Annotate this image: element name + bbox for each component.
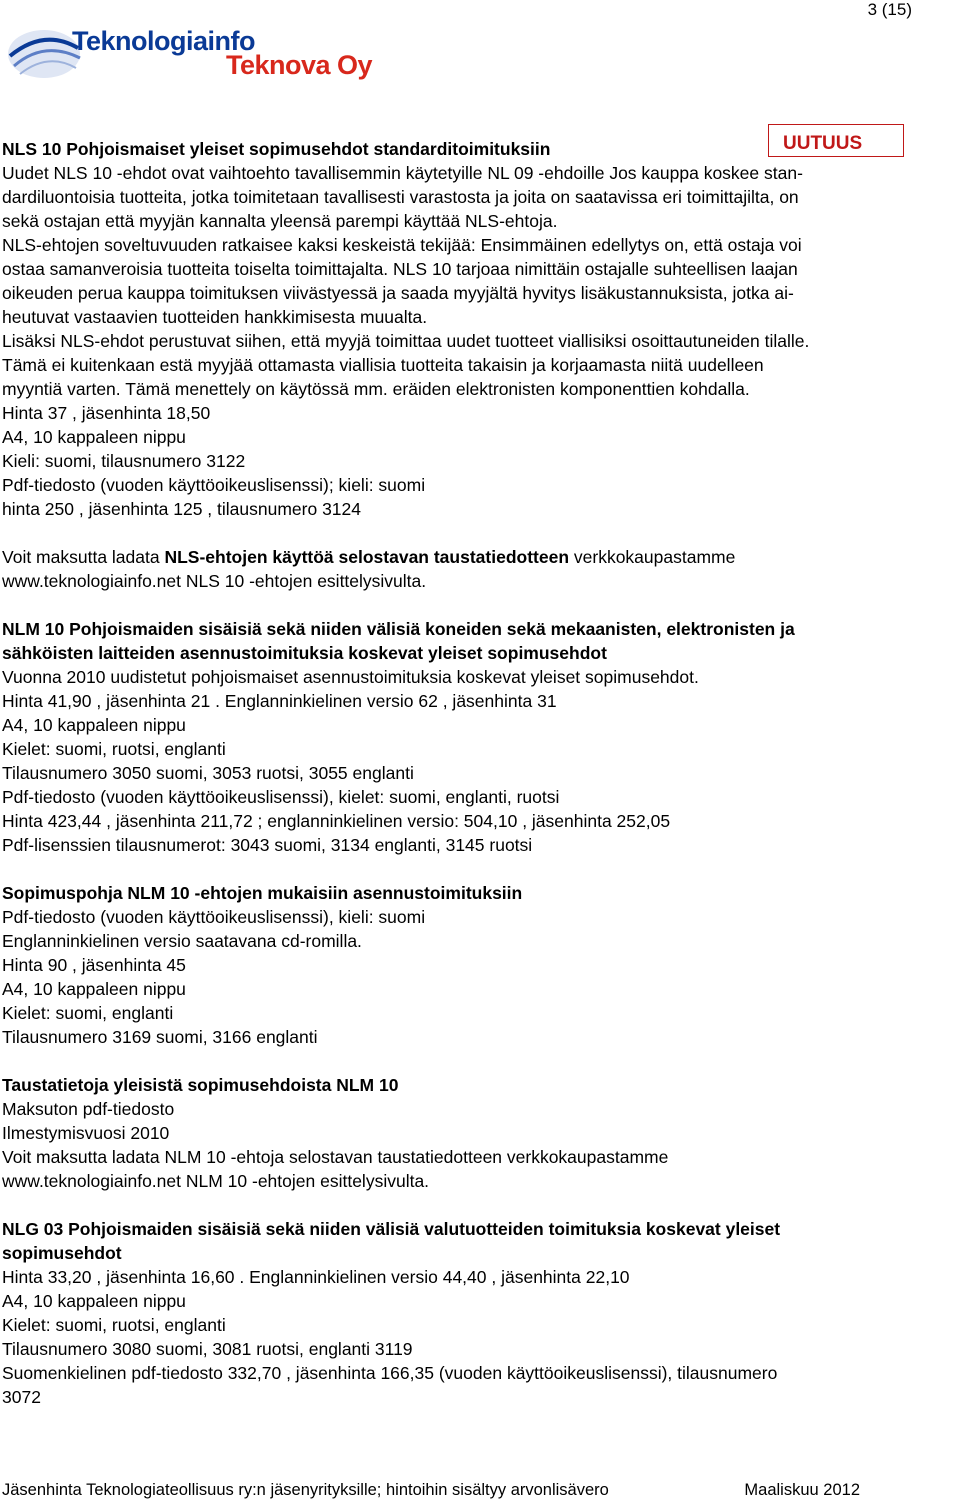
template-line: Hinta 90 , jäsenhinta 45: [2, 955, 186, 975]
nls-format: A4, 10 kappaleen nippu: [2, 427, 186, 447]
nlm-line: A4, 10 kappaleen nippu: [2, 715, 186, 735]
nlg-line: Suomenkielinen pdf-tiedosto 332,70 , jäsenhinta 166,35 (vuoden käyttöoikeuslisenssi), tilausnumero: [2, 1363, 778, 1383]
nls-paragraph-line: oikeuden perua kauppa toimituksen viivästyessä ja saada myyjältä hyvitys lisäkustannuksista, jotka ai-: [2, 283, 794, 303]
nlm-line: Pdf-tiedosto (vuoden käyttöoikeuslisenssi), kielet: suomi, englanti, ruotsi: [2, 787, 560, 807]
document-body: [2, 137, 958, 1409]
nls-paragraph-line: Tämä ei kuitenkaan estä myyjää ottamasta viallisia tuotteita takaisin ja korjaamasta niitä uudelleen: [2, 355, 764, 375]
download-text-end: verkkokaupastamme: [569, 547, 736, 567]
nlm-line: Tilausnumero 3050 suomi, 3053 ruotsi, 3055 englanti: [2, 763, 414, 783]
logo-text-teknologiainfo: Teknologiainfo: [72, 26, 255, 56]
nlg-line: Hinta 33,20 , jäsenhinta 16,60 . Englanninkielinen versio 44,40 , jäsenhinta 22,10: [2, 1267, 630, 1287]
nls-download-url[interactable]: www.teknologiainfo.net NLS 10 -ehtojen esittelysivulta.: [2, 571, 427, 591]
nls-download-text: [2, 545, 958, 569]
page-number: 3 (15): [867, 0, 912, 19]
section-heading-background: Taustatietoja yleisistä sopimusehdoista NLM 10: [2, 1075, 399, 1095]
nlg-line: Kielet: suomi, ruotsi, englanti: [2, 1315, 226, 1335]
template-line: Kielet: suomi, englanti: [2, 1003, 174, 1023]
nlg-line: 3072: [2, 1387, 41, 1407]
nls-price: Hinta 37 , jäsenhinta 18,50: [2, 403, 211, 423]
template-line: Englanninkielinen versio saatavana cd-romilla.: [2, 931, 362, 951]
background-url[interactable]: www.teknologiainfo.net NLM 10 -ehtojen esittelysivulta.: [2, 1171, 430, 1191]
page-footer: [2, 1481, 860, 1500]
nls-pdf: Pdf-tiedosto (vuoden käyttöoikeuslisenssi); kieli: suomi: [2, 475, 426, 495]
section-heading-nlm: NLM 10 Pohjoismaiden sisäisiä sekä niiden välisiä koneiden sekä mekaanisten, elektronisten ja: [2, 619, 795, 639]
template-line: Tilausnumero 3169 suomi, 3166 englanti: [2, 1027, 318, 1047]
nls-language: Kieli: suomi, tilausnumero 3122: [2, 451, 246, 471]
download-link-text[interactable]: NLS-ehtojen käyttöä selostavan taustatiedotteen: [164, 547, 570, 567]
nls-paragraph-line: ostaa samanveroisia tuotteita toiselta toimittajalta. NLS 10 tarjoaa nimittäin ostajalle suhteellisen laajan: [2, 259, 798, 279]
nls-paragraph-line: sekä ostajan että myyjän kannalta yleensä parempi käyttää NLS-ehtoja.: [2, 211, 558, 231]
nlm-line: Kielet: suomi, ruotsi, englanti: [2, 739, 226, 759]
nlg-line: Tilausnumero 3080 suomi, 3081 ruotsi, englanti 3119: [2, 1339, 413, 1359]
nls-paragraph-line: myyntiä varten. Tämä menettely on käytössä mm. eräiden elektronisten komponenttien kohdalla.: [2, 379, 750, 399]
logo-text-teknova: Teknova Oy: [226, 50, 373, 80]
nls-paragraph-line: heutuvat vastaavien tuotteiden hankkimisesta muualta.: [2, 307, 428, 327]
nlm-line: Pdf-lisenssien tilausnumerot: 3043 suomi, 3134 englanti, 3145 ruotsi: [2, 835, 533, 855]
background-line: Voit maksutta ladata NLM 10 -ehtoja selostavan taustatiedotteen verkkokaupastamme: [2, 1147, 669, 1167]
nls-paragraph-line: NLS-ehtojen soveltuvuuden ratkaisee kaksi keskeistä tekijää: Ensimmäinen edellytys on, että ostaja voi: [2, 235, 802, 255]
nlm-line: Vuonna 2010 uudistetut pohjoismaiset asennustoimituksia koskevat yleiset sopimusehdot.: [2, 667, 699, 687]
download-text-start: Voit maksutta ladata: [2, 547, 165, 567]
nlg-line: A4, 10 kappaleen nippu: [2, 1291, 186, 1311]
nls-pdf-price: hinta 250 , jäsenhinta 125 , tilausnumero 3124: [2, 499, 362, 519]
section-heading-nlg-cont: sopimusehdot: [2, 1243, 122, 1263]
company-logo: [4, 22, 384, 82]
footer-note: Jäsenhinta Teknologiateollisuus ry:n jäsenyrityksille; hintoihin sisältyy arvonlisävero: [2, 1481, 609, 1499]
section-heading-nlm-cont: sähköisten laitteiden asennustoimituksia koskevat yleiset sopimusehdot: [2, 643, 607, 663]
nls-paragraph-line: Lisäksi NLS-ehdot perustuvat siihen, että myyjä toimittaa uudet tuotteet viallisiksi osoittautuneiden tilalle.: [2, 331, 810, 351]
section-heading-nlg: NLG 03 Pohjoismaiden sisäisiä sekä niiden välisiä valutuotteiden toimituksia koskevat yleiset: [2, 1219, 781, 1239]
nlm-line: Hinta 423,44 , jäsenhinta 211,72 ; englanninkielinen versio: 504,10 , jäsenhinta 252,05: [2, 811, 671, 831]
section-heading-nls: NLS 10 Pohjoismaiset yleiset sopimusehdot standarditoimituksiin: [2, 139, 551, 159]
template-line: Pdf-tiedosto (vuoden käyttöoikeuslisenssi), kieli: suomi: [2, 907, 426, 927]
section-heading-template: Sopimuspohja NLM 10 -ehtojen mukaisiin asennustoimituksiin: [2, 883, 523, 903]
nls-paragraph-line: Uudet NLS 10 -ehdot ovat vaihtoehto tavallisemmin käytetyille NL 09 -ehdoille Jos kauppa koskee stan-: [2, 163, 803, 183]
template-line: A4, 10 kappaleen nippu: [2, 979, 186, 999]
background-line: Ilmestymisvuosi 2010: [2, 1123, 170, 1143]
footer-date: Maaliskuu 2012: [744, 1481, 860, 1499]
background-line: Maksuton pdf-tiedosto: [2, 1099, 175, 1119]
nls-paragraph-line: dardiluontoisia tuotteita, jotka toimitetaan tavallisesti varastosta ja joita on saatavissa eri toimittajilta, on: [2, 187, 799, 207]
nlm-line: Hinta 41,90 , jäsenhinta 21 . Englanninkielinen versio 62 , jäsenhinta 31: [2, 691, 557, 711]
new-badge: UUTUUS: [768, 124, 904, 157]
